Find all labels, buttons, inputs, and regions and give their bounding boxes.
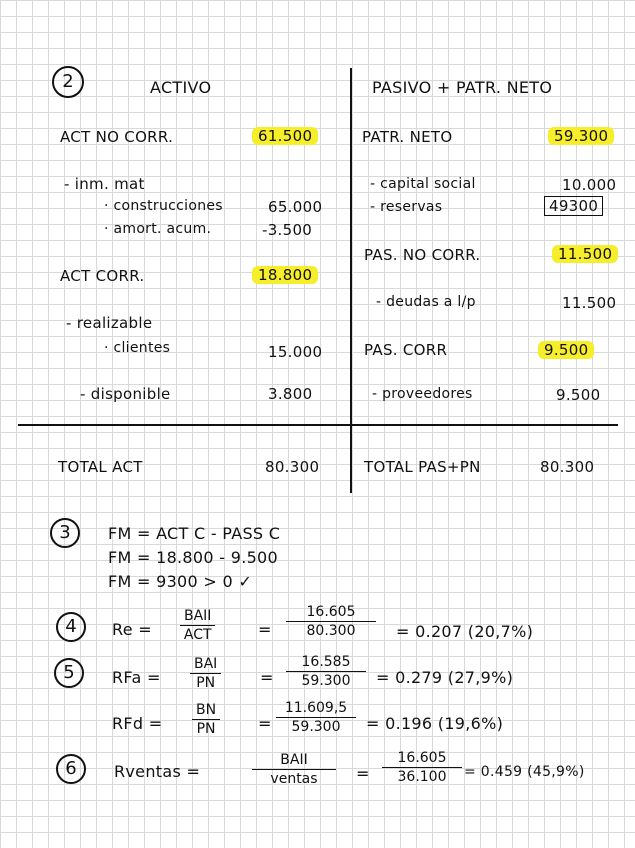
pasivo-header: PASIVO + PATR. NETO <box>372 78 553 97</box>
section-number-4: 4 <box>56 612 86 642</box>
capital-social-label: - capital social <box>370 176 476 192</box>
act-corr-value: 18.800 <box>252 266 318 284</box>
re-lhs: Re = <box>112 620 152 639</box>
construcciones-value: 65.000 <box>268 198 323 216</box>
pas-corr-label: PAS. CORR <box>364 341 448 359</box>
section-number-2: 2 <box>52 66 84 98</box>
construcciones-label: · construcciones <box>104 198 223 214</box>
vertical-divider <box>350 68 352 493</box>
rfd-result: = 0.196 (19,6%) <box>366 714 504 733</box>
rfa-eq: = <box>260 668 274 687</box>
re-result: = 0.207 (20,7%) <box>396 622 534 641</box>
rventas-den-2: 36.100 <box>397 769 447 785</box>
capital-social-value: 10.000 <box>562 176 617 194</box>
rfd-fraction-2 <box>276 700 356 735</box>
disponible-value: 3.800 <box>268 385 313 403</box>
reservas-label: - reservas <box>370 199 443 215</box>
rventas-num-2: 16.605 <box>382 750 462 768</box>
re-num-1: BAII <box>180 608 215 626</box>
amort-value: -3.500 <box>262 221 313 239</box>
total-act-label: TOTAL ACT <box>58 458 143 476</box>
total-pas-value: 80.300 <box>540 458 595 476</box>
rfd-den-1: PN <box>196 721 216 737</box>
total-pas-label: TOTAL PAS+PN <box>364 458 481 476</box>
rfd-num-1: BN <box>192 702 220 720</box>
rfa-lhs: RFa = <box>112 668 161 687</box>
clientes-label: · clientes <box>104 340 171 356</box>
section-number-3: 3 <box>50 518 80 548</box>
section-number-6: 6 <box>56 754 86 784</box>
rfa-fraction-2 <box>286 654 366 689</box>
section-number-5: 5 <box>54 658 84 688</box>
horizontal-divider <box>18 424 618 426</box>
rventas-fraction-1 <box>252 752 336 787</box>
re-eq: = <box>258 620 272 639</box>
pas-no-corr-label: PAS. NO CORR. <box>364 246 481 264</box>
act-no-corr-value: 61.500 <box>252 127 318 145</box>
rfa-den-1: PN <box>196 675 216 691</box>
rfa-num-2: 16.585 <box>286 654 366 672</box>
inm-mat-label: - inm. mat <box>64 175 145 193</box>
patr-neto-value: 59.300 <box>548 127 614 145</box>
re-num-2: 16.605 <box>286 604 376 622</box>
proveedores-label: - proveedores <box>372 386 473 402</box>
realizable-label: - realizable <box>66 314 153 332</box>
re-fraction-1 <box>180 608 215 643</box>
patr-neto-label: PATR. NETO <box>362 128 453 146</box>
re-den-2: 80.300 <box>306 623 356 639</box>
rventas-lhs: Rventas = <box>114 762 201 781</box>
re-fraction-2 <box>286 604 376 639</box>
rventas-num-1: BAII <box>252 752 336 770</box>
rfa-result: = 0.279 (27,9%) <box>376 668 514 687</box>
pas-corr-value: 9.500 <box>538 341 594 359</box>
act-no-corr-label: ACT NO CORR. <box>60 128 174 146</box>
fm-line-2: FM = 18.800 - 9.500 <box>108 548 279 567</box>
disponible-label: - disponible <box>80 385 171 403</box>
rventas-result: = 0.459 (45,9%) <box>464 764 585 780</box>
deudas-value: 11.500 <box>562 294 617 312</box>
clientes-value: 15.000 <box>268 343 323 361</box>
rventas-eq: = <box>356 764 370 783</box>
rfa-num-1: BAI <box>190 656 221 674</box>
deudas-label: - deudas a l/p <box>376 294 476 310</box>
rfd-eq: = <box>258 714 272 733</box>
rfd-den-2: 59.300 <box>291 719 341 735</box>
fm-line-3: FM = 9300 > 0 ✓ <box>108 572 253 591</box>
rventas-fraction-2 <box>382 750 462 785</box>
amort-label: · amort. acum. <box>104 221 212 237</box>
act-corr-label: ACT CORR. <box>60 267 145 285</box>
reservas-value: 49300 <box>544 196 603 216</box>
re-den-1: ACT <box>183 627 212 643</box>
proveedores-value: 9.500 <box>556 386 601 404</box>
pas-no-corr-value: 11.500 <box>552 245 618 263</box>
rfd-lhs: RFd = <box>112 714 163 733</box>
activo-header: ACTIVO <box>150 78 212 97</box>
rfd-fraction-1 <box>192 702 220 737</box>
total-act-value: 80.300 <box>265 458 320 476</box>
rfd-num-2: 11.609,5 <box>276 700 356 718</box>
rfa-fraction-1 <box>190 656 221 691</box>
fm-line-1: FM = ACT C - PASS C <box>108 524 281 543</box>
rventas-den-1: ventas <box>270 771 318 787</box>
rfa-den-2: 59.300 <box>301 673 351 689</box>
